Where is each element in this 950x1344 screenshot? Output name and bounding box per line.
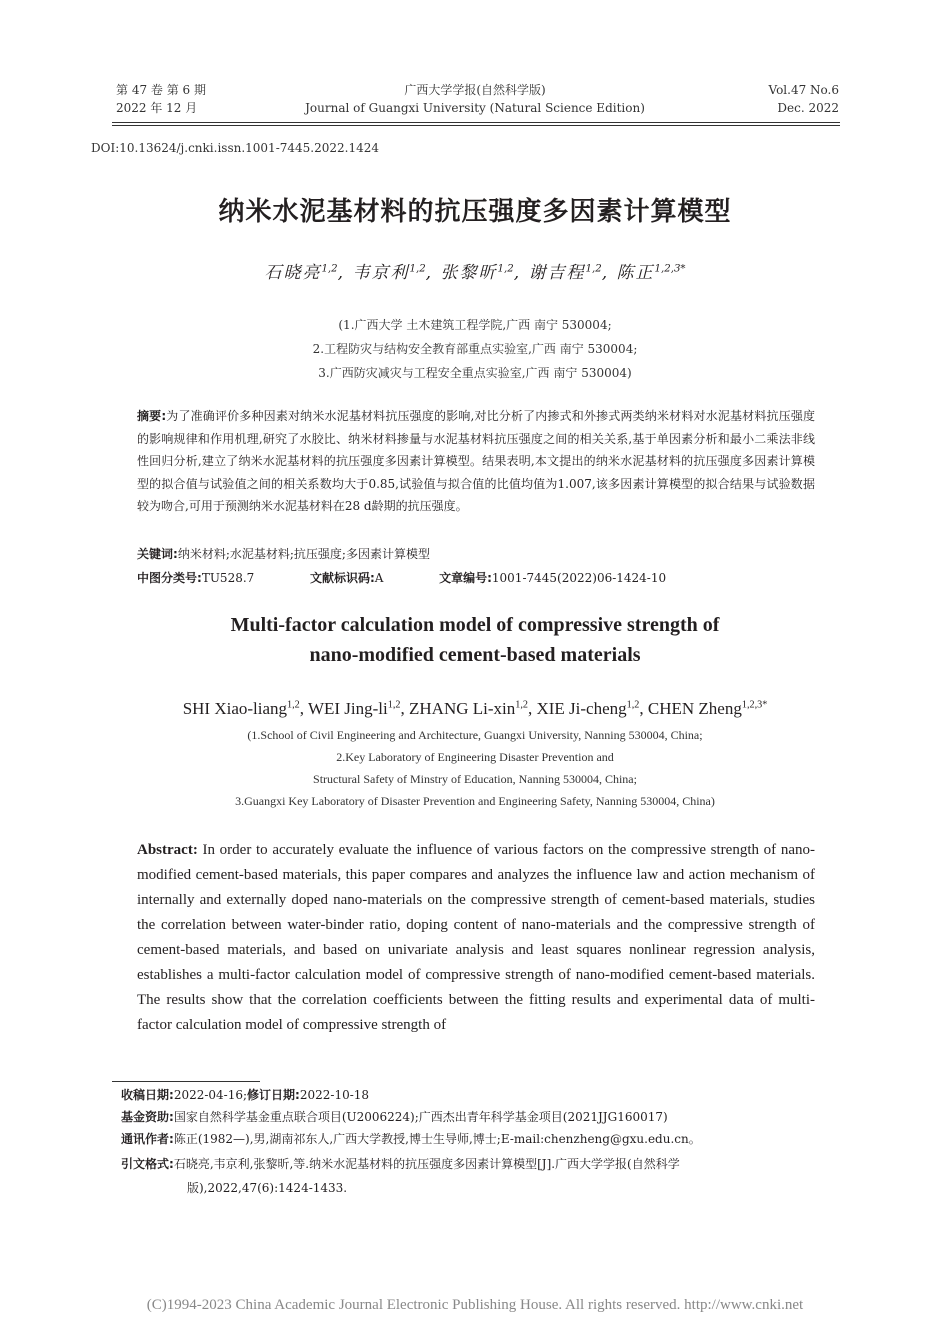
author-sup: 1,2 xyxy=(409,263,426,275)
footnote-rule xyxy=(112,1081,260,1082)
article-value: 1001-7445(2022)06-1424-10 xyxy=(491,571,667,585)
abstract-cn-label: 摘要: xyxy=(137,409,167,423)
abstract-en-text: In order to accurately evaluate the influence of various factors on the compressive strength of nano-modified cement-based materials, this paper compares and analyzes the influence law and action mechanism of internally and externally doped nano-materials on the compressive strength of cement-based materials, studies the correlation between water-binder ratio, doping content of nano-materials and the compressive strength of cement-based materials, and based on univariate analysis and least squares nonlinear regression analysis, establishes a multi-factor calculation model of compressive strength of nano-modified cement-based materials. The results show that the correlation coefficients between the fitting results and experimental data of multi-factor calculation model of compressive strength of xyxy=(137,842,815,1033)
author-sup: 1,2 xyxy=(321,263,338,275)
classification-line xyxy=(137,568,666,588)
cite-value-1: 石晓亮,韦京利,张黎昕,等.纳米水泥基材料的抗压强度多因素计算模型[J].广西大学学报(自然科学 xyxy=(173,1157,680,1171)
affiliation-cn-2: 2.工程防灾与结构安全教育部重点实验室,广西 南宁 530004; xyxy=(312,342,638,356)
doc-label: 文献标识码: xyxy=(309,571,375,585)
author-en: SHI Xiao-liang xyxy=(182,699,288,718)
author-en: CHEN Zheng xyxy=(647,699,742,718)
footnote-dates xyxy=(121,1084,369,1106)
author-cn: 张黎昕 xyxy=(440,263,498,283)
affiliation-cn-1: (1.广西大学 土木建筑工程学院,广西 南宁 530004; xyxy=(338,318,612,332)
author-en: XIE Ji-cheng xyxy=(536,699,627,718)
footnote-citation-cont: 版),2022,47(6):1424-1433. xyxy=(187,1181,348,1195)
abstract-en xyxy=(137,838,815,1038)
abstract-cn xyxy=(137,405,815,518)
received-value: 2022-04-16; xyxy=(173,1088,248,1102)
affiliation-en-1: (1.School of Civil Engineering and Architecture, Guangxi University, Nanning 530004, China; xyxy=(247,728,703,742)
header-volume-en-text: Vol.47 No.6 xyxy=(768,83,839,97)
header-date-cn: 2022 年 12 月 xyxy=(116,101,198,115)
author-cn: 谢吉程 xyxy=(528,263,586,283)
revised-value: 2022-10-18 xyxy=(299,1088,370,1102)
fund-value: 国家自然科学基金重点联合项目(U2006224);广西杰出青年科学基金项目(2021JJG160017) xyxy=(173,1110,668,1124)
author-sup: 1,2,3* xyxy=(741,699,768,711)
author-en: ZHANG Li-xin xyxy=(409,699,516,718)
author-sup: 1,2 xyxy=(497,263,514,275)
affiliation-cn-3: 3.广西防灾减灾与工程安全重点实验室,广西 南宁 530004) xyxy=(318,366,632,380)
keywords-cn xyxy=(137,544,430,564)
author-sup: 1,2 xyxy=(515,699,528,711)
abstract-cn-text: 为了准确评价多种因素对纳米水泥基材料抗压强度的影响,对比分析了内掺式和外掺式两类纳米材料对水泥基材料抗压强度的影响规律和作用机理,研究了水胶比、纳米材料掺量与水泥基材料抗压强度之间的相关关系,基于单因素分析和最小二乘法非线性回归分析,建立了纳米水泥基材料的抗压强度多因素计算模型。结果表明,本文提出的纳米水泥基材料的抗压强度多因素计算模型的拟合值与试验值之间的相关系数均大于0.85,试验值与拟合值的比值均值为1.007,该多因素计算模型的拟合结果与试验数据较为吻合,可用于预测纳米水泥基材料在28 d龄期的抗压强度。 xyxy=(137,409,815,514)
corr-value: 陈正(1982—),男,湖南祁东人,广西大学教授,博士生导师,博士;E-mail:chenzheng@gxu.edu.cn。 xyxy=(173,1132,701,1146)
author-cn: 石晓亮 xyxy=(264,263,322,283)
affiliation-en-3: Structural Safety of Minstry of Education, Nanning 530004, China; xyxy=(313,772,637,786)
author-sup: 1,2 xyxy=(387,699,401,711)
header-journal-en: Journal of Guangxi University (Natural Science Edition) xyxy=(305,101,645,115)
header-volume-en xyxy=(769,81,840,117)
cite-label: 引文格式: xyxy=(121,1157,174,1171)
doi: DOI:10.13624/j.cnki.issn.1001-7445.2022.1424 xyxy=(91,141,379,155)
fund-label: 基金资助: xyxy=(121,1110,174,1124)
author-cn: 陈正 xyxy=(616,263,655,283)
header-rule-top xyxy=(112,122,840,123)
corr-label: 通讯作者: xyxy=(121,1132,174,1146)
copyright-notice: (C)1994-2023 China Academic Journal Electronic Publishing House. All rights reserved. http://www.cnki.net xyxy=(146,1297,804,1313)
received-label: 收稿日期: xyxy=(121,1088,174,1102)
page-title-en-line-1: Multi-factor calculation model of compressive strength of xyxy=(230,614,720,636)
footnote-fund xyxy=(121,1106,668,1128)
affiliation-en-4: 3.Guangxi Key Laboratory of Disaster Prevention and Engineering Safety, Nanning 530004, China) xyxy=(235,794,715,808)
header-rule-bottom xyxy=(112,125,840,126)
author-sup: 1,2 xyxy=(626,699,640,711)
header-volume-cn-text: 第 47 卷 第 6 期 xyxy=(116,83,206,97)
keywords-cn-label: 关键词: xyxy=(137,547,178,561)
page-title-cn: 纳米水泥基材料的抗压强度多因素计算模型 xyxy=(218,197,732,227)
author-sup: 1,2,3* xyxy=(654,263,686,275)
affiliation-en-2: 2.Key Laboratory of Engineering Disaster Prevention and xyxy=(336,750,614,764)
author-en: WEI Jing-li xyxy=(307,699,388,718)
authors-en: SHI Xiao-liang$^{1,2}$, WEI Jing-li$^{1,2}$, ZHANG Li-xin$^{1,2}$, XIE Ji-cheng$^{1,2}$, CHEN Zheng$^{1,2,3*}$ xyxy=(182,699,768,718)
footnote-corresponding xyxy=(121,1128,701,1150)
header-date-en: Dec. 2022 xyxy=(777,101,839,115)
page-title-en-line-2: nano-modified cement-based materials xyxy=(309,644,641,666)
authors-cn: 石晓亮$^{1,2}$, 韦京利$^{1,2}$, 张黎昕$^{1,2}$, 谢吉程$^{1,2}$, 陈正$^{1,2,3*}$ xyxy=(264,263,686,283)
keywords-cn-text: 纳米材料;水泥基材料;抗压强度;多因素计算模型 xyxy=(177,547,430,561)
author-sup: 1,2 xyxy=(585,263,602,275)
doc-value: A xyxy=(374,571,384,585)
clc-label: 中图分类号: xyxy=(137,571,202,585)
abstract-en-label: Abstract: xyxy=(137,842,198,858)
footnote-citation xyxy=(121,1153,680,1175)
clc-value: TU528.7 xyxy=(201,571,255,585)
revised-label: 修订日期: xyxy=(247,1088,300,1102)
article-label: 文章编号: xyxy=(439,571,492,585)
header-journal-cn: 广西大学学报(自然科学版) xyxy=(404,83,546,97)
author-cn: 韦京利 xyxy=(352,263,410,283)
author-sup: 1,2 xyxy=(287,699,300,711)
